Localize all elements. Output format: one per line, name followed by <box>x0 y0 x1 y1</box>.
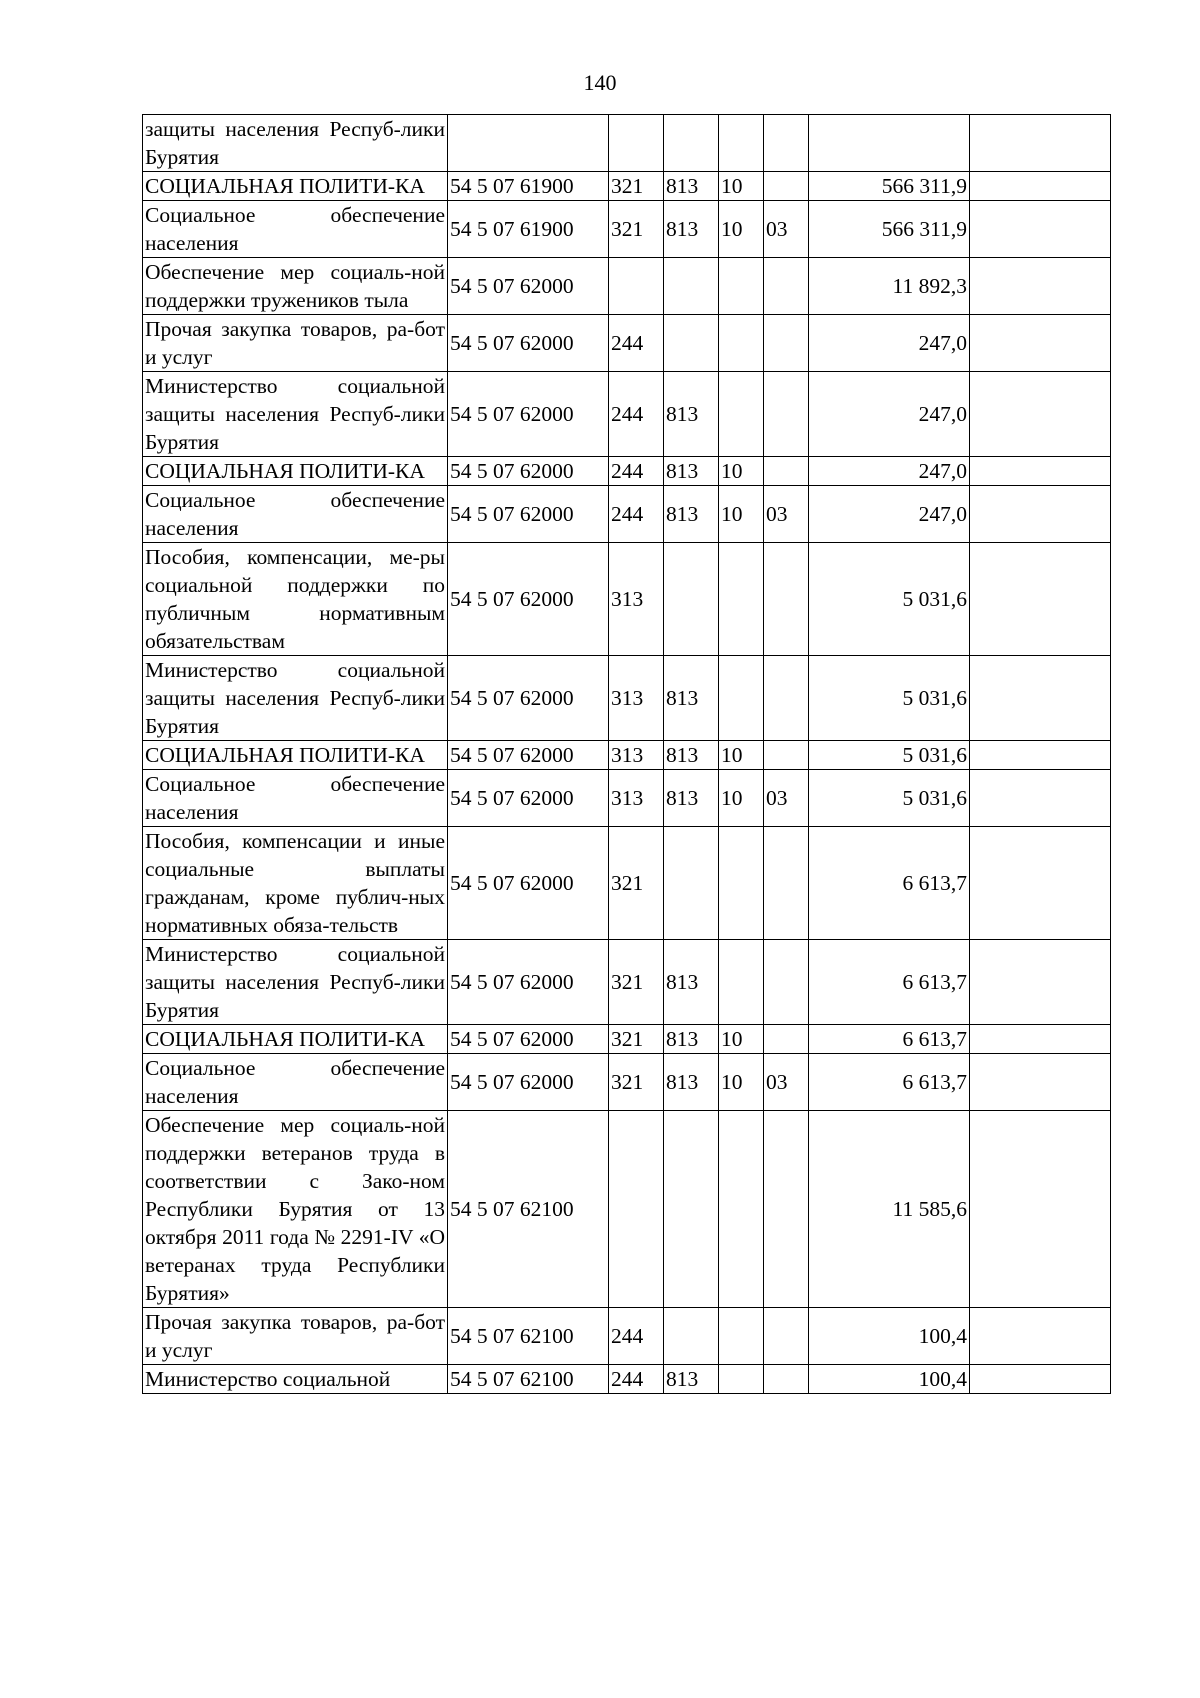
amount-cell <box>809 115 970 172</box>
section-code-cell <box>719 940 764 1025</box>
item-name-cell: Прочая закупка товаров, ра-бот и услуг <box>143 315 448 372</box>
target-article-code-cell: 54 5 07 62000 <box>448 1025 609 1054</box>
subsection-code-cell <box>764 172 809 201</box>
target-article-code-cell: 54 5 07 62100 <box>448 1365 609 1394</box>
ministry-code-cell: 813 <box>664 741 719 770</box>
ministry-code-cell <box>664 115 719 172</box>
table-row <box>143 486 1111 543</box>
target-article-code-cell <box>448 115 609 172</box>
empty-cell <box>970 940 1111 1025</box>
ministry-code-cell: 813 <box>664 486 719 543</box>
item-name-cell: Обеспечение мер социаль-ной поддержки тружеников тыла <box>143 258 448 315</box>
subsection-code-cell <box>764 940 809 1025</box>
section-code-cell: 10 <box>719 457 764 486</box>
item-name-cell: СОЦИАЛЬНАЯ ПОЛИТИ-КА <box>143 741 448 770</box>
empty-cell <box>970 1365 1111 1394</box>
amount-cell: 100,4 <box>809 1308 970 1365</box>
target-article-code-cell: 54 5 07 62000 <box>448 827 609 940</box>
table-row <box>143 315 1111 372</box>
target-article-code-cell: 54 5 07 61900 <box>448 172 609 201</box>
table-row <box>143 656 1111 741</box>
expense-type-code-cell: 313 <box>609 543 664 656</box>
ministry-code-cell <box>664 1111 719 1308</box>
item-name-cell: Министерство социальной защиты населения Респуб-лики Бурятия <box>143 372 448 457</box>
expense-type-code-cell: 321 <box>609 1054 664 1111</box>
expense-type-code-cell: 244 <box>609 486 664 543</box>
amount-cell: 5 031,6 <box>809 543 970 656</box>
section-code-cell <box>719 827 764 940</box>
target-article-code-cell: 54 5 07 62000 <box>448 486 609 543</box>
expense-type-code-cell: 244 <box>609 1308 664 1365</box>
subsection-code-cell: 03 <box>764 486 809 543</box>
item-name-cell: Социальное обеспечение населения <box>143 770 448 827</box>
table-row <box>143 1111 1111 1308</box>
target-article-code-cell: 54 5 07 62000 <box>448 258 609 315</box>
expense-type-code-cell: 321 <box>609 1025 664 1054</box>
expense-type-code-cell: 321 <box>609 172 664 201</box>
target-article-code-cell: 54 5 07 62100 <box>448 1308 609 1365</box>
section-code-cell: 10 <box>719 741 764 770</box>
ministry-code-cell: 813 <box>664 1365 719 1394</box>
target-article-code-cell: 54 5 07 62000 <box>448 940 609 1025</box>
amount-cell: 247,0 <box>809 372 970 457</box>
amount-cell: 6 613,7 <box>809 1025 970 1054</box>
target-article-code-cell: 54 5 07 62000 <box>448 543 609 656</box>
empty-cell <box>970 1111 1111 1308</box>
section-code-cell: 10 <box>719 486 764 543</box>
ministry-code-cell: 813 <box>664 940 719 1025</box>
item-name-cell: Социальное обеспечение населения <box>143 1054 448 1111</box>
section-code-cell <box>719 315 764 372</box>
item-name-cell: Министерство социальной <box>143 1365 448 1394</box>
section-code-cell <box>719 1308 764 1365</box>
section-code-cell: 10 <box>719 1054 764 1111</box>
budget-table <box>142 114 1111 1394</box>
section-code-cell <box>719 1365 764 1394</box>
empty-cell <box>970 1308 1111 1365</box>
amount-cell: 5 031,6 <box>809 770 970 827</box>
empty-cell <box>970 315 1111 372</box>
item-name-cell: Прочая закупка товаров, ра-бот и услуг <box>143 1308 448 1365</box>
empty-cell <box>970 543 1111 656</box>
amount-cell: 6 613,7 <box>809 827 970 940</box>
item-name-cell: СОЦИАЛЬНАЯ ПОЛИТИ-КА <box>143 457 448 486</box>
expense-type-code-cell <box>609 115 664 172</box>
ministry-code-cell: 813 <box>664 1025 719 1054</box>
page-number: 140 <box>583 70 617 95</box>
item-name-cell: Пособия, компенсации и иные социальные выплаты гражданам, кроме публич-ных нормативных обяза-тельств <box>143 827 448 940</box>
target-article-code-cell: 54 5 07 61900 <box>448 201 609 258</box>
ministry-code-cell: 813 <box>664 372 719 457</box>
expense-type-code-cell: 313 <box>609 770 664 827</box>
item-name-cell: СОЦИАЛЬНАЯ ПОЛИТИ-КА <box>143 1025 448 1054</box>
expense-type-code-cell: 321 <box>609 940 664 1025</box>
subsection-code-cell: 03 <box>764 1054 809 1111</box>
target-article-code-cell: 54 5 07 62000 <box>448 372 609 457</box>
table-row <box>143 1054 1111 1111</box>
empty-cell <box>970 115 1111 172</box>
target-article-code-cell: 54 5 07 62000 <box>448 656 609 741</box>
item-name-cell: Социальное обеспечение населения <box>143 201 448 258</box>
section-code-cell <box>719 1111 764 1308</box>
ministry-code-cell <box>664 1308 719 1365</box>
table-row <box>143 940 1111 1025</box>
empty-cell <box>970 741 1111 770</box>
ministry-code-cell: 813 <box>664 457 719 486</box>
empty-cell <box>970 372 1111 457</box>
expense-type-code-cell <box>609 258 664 315</box>
amount-cell: 247,0 <box>809 486 970 543</box>
amount-cell: 247,0 <box>809 457 970 486</box>
section-code-cell: 10 <box>719 1025 764 1054</box>
ministry-code-cell <box>664 315 719 372</box>
amount-cell: 6 613,7 <box>809 1054 970 1111</box>
subsection-code-cell <box>764 656 809 741</box>
expense-type-code-cell: 313 <box>609 741 664 770</box>
subsection-code-cell <box>764 1365 809 1394</box>
target-article-code-cell: 54 5 07 62000 <box>448 457 609 486</box>
section-code-cell <box>719 258 764 315</box>
table-row <box>143 543 1111 656</box>
table-row <box>143 172 1111 201</box>
ministry-code-cell <box>664 827 719 940</box>
table-row <box>143 827 1111 940</box>
subsection-code-cell <box>764 1308 809 1365</box>
table-row <box>143 770 1111 827</box>
section-code-cell: 10 <box>719 770 764 827</box>
subsection-code-cell <box>764 543 809 656</box>
subsection-code-cell <box>764 827 809 940</box>
subsection-code-cell: 03 <box>764 201 809 258</box>
ministry-code-cell: 813 <box>664 770 719 827</box>
amount-cell: 566 311,9 <box>809 201 970 258</box>
table-row <box>143 258 1111 315</box>
subsection-code-cell <box>764 315 809 372</box>
item-name-cell: Обеспечение мер социаль-ной поддержки ветеранов труда в соответствии с Зако-ном Республики Бурятия от 13 октября 2011 года № 2291-IV «О ветеранах труда Республики Бурятия» <box>143 1111 448 1308</box>
subsection-code-cell: 03 <box>764 770 809 827</box>
ministry-code-cell: 813 <box>664 201 719 258</box>
section-code-cell <box>719 372 764 457</box>
target-article-code-cell: 54 5 07 62000 <box>448 770 609 827</box>
subsection-code-cell <box>764 1111 809 1308</box>
budget-table-body <box>143 115 1111 1394</box>
table-row <box>143 741 1111 770</box>
expense-type-code-cell: 313 <box>609 656 664 741</box>
ministry-code-cell <box>664 543 719 656</box>
item-name-cell: Министерство социальной защиты населения Респуб-лики Бурятия <box>143 656 448 741</box>
section-code-cell: 10 <box>719 172 764 201</box>
subsection-code-cell <box>764 1025 809 1054</box>
target-article-code-cell: 54 5 07 62000 <box>448 741 609 770</box>
subsection-code-cell <box>764 115 809 172</box>
ministry-code-cell: 813 <box>664 172 719 201</box>
amount-cell: 100,4 <box>809 1365 970 1394</box>
subsection-code-cell <box>764 372 809 457</box>
empty-cell <box>970 172 1111 201</box>
table-row <box>143 457 1111 486</box>
amount-cell: 5 031,6 <box>809 656 970 741</box>
amount-cell: 11 892,3 <box>809 258 970 315</box>
table-row <box>143 115 1111 172</box>
empty-cell <box>970 1025 1111 1054</box>
expense-type-code-cell: 244 <box>609 315 664 372</box>
table-row <box>143 372 1111 457</box>
amount-cell: 5 031,6 <box>809 741 970 770</box>
expense-type-code-cell <box>609 1111 664 1308</box>
section-code-cell <box>719 115 764 172</box>
target-article-code-cell: 54 5 07 62100 <box>448 1111 609 1308</box>
target-article-code-cell: 54 5 07 62000 <box>448 315 609 372</box>
amount-cell: 11 585,6 <box>809 1111 970 1308</box>
expense-type-code-cell: 321 <box>609 827 664 940</box>
table-row <box>143 201 1111 258</box>
empty-cell <box>970 770 1111 827</box>
item-name-cell: защиты населения Респуб-лики Бурятия <box>143 115 448 172</box>
empty-cell <box>970 457 1111 486</box>
empty-cell <box>970 258 1111 315</box>
ministry-code-cell: 813 <box>664 1054 719 1111</box>
table-row <box>143 1365 1111 1394</box>
table-row <box>143 1025 1111 1054</box>
subsection-code-cell <box>764 457 809 486</box>
empty-cell <box>970 656 1111 741</box>
expense-type-code-cell: 244 <box>609 1365 664 1394</box>
empty-cell <box>970 1054 1111 1111</box>
item-name-cell: СОЦИАЛЬНАЯ ПОЛИТИ-КА <box>143 172 448 201</box>
section-code-cell <box>719 543 764 656</box>
ministry-code-cell <box>664 258 719 315</box>
expense-type-code-cell: 244 <box>609 457 664 486</box>
table-row <box>143 1308 1111 1365</box>
item-name-cell: Министерство социальной защиты населения Респуб-лики Бурятия <box>143 940 448 1025</box>
section-code-cell <box>719 656 764 741</box>
expense-type-code-cell: 321 <box>609 201 664 258</box>
amount-cell: 247,0 <box>809 315 970 372</box>
empty-cell <box>970 827 1111 940</box>
section-code-cell: 10 <box>719 201 764 258</box>
amount-cell: 566 311,9 <box>809 172 970 201</box>
expense-type-code-cell: 244 <box>609 372 664 457</box>
ministry-code-cell: 813 <box>664 656 719 741</box>
empty-cell <box>970 486 1111 543</box>
target-article-code-cell: 54 5 07 62000 <box>448 1054 609 1111</box>
empty-cell <box>970 201 1111 258</box>
subsection-code-cell <box>764 741 809 770</box>
item-name-cell: Социальное обеспечение населения <box>143 486 448 543</box>
item-name-cell: Пособия, компенсации, ме-ры социальной поддержки по публичным нормативным обязательствам <box>143 543 448 656</box>
amount-cell: 6 613,7 <box>809 940 970 1025</box>
subsection-code-cell <box>764 258 809 315</box>
